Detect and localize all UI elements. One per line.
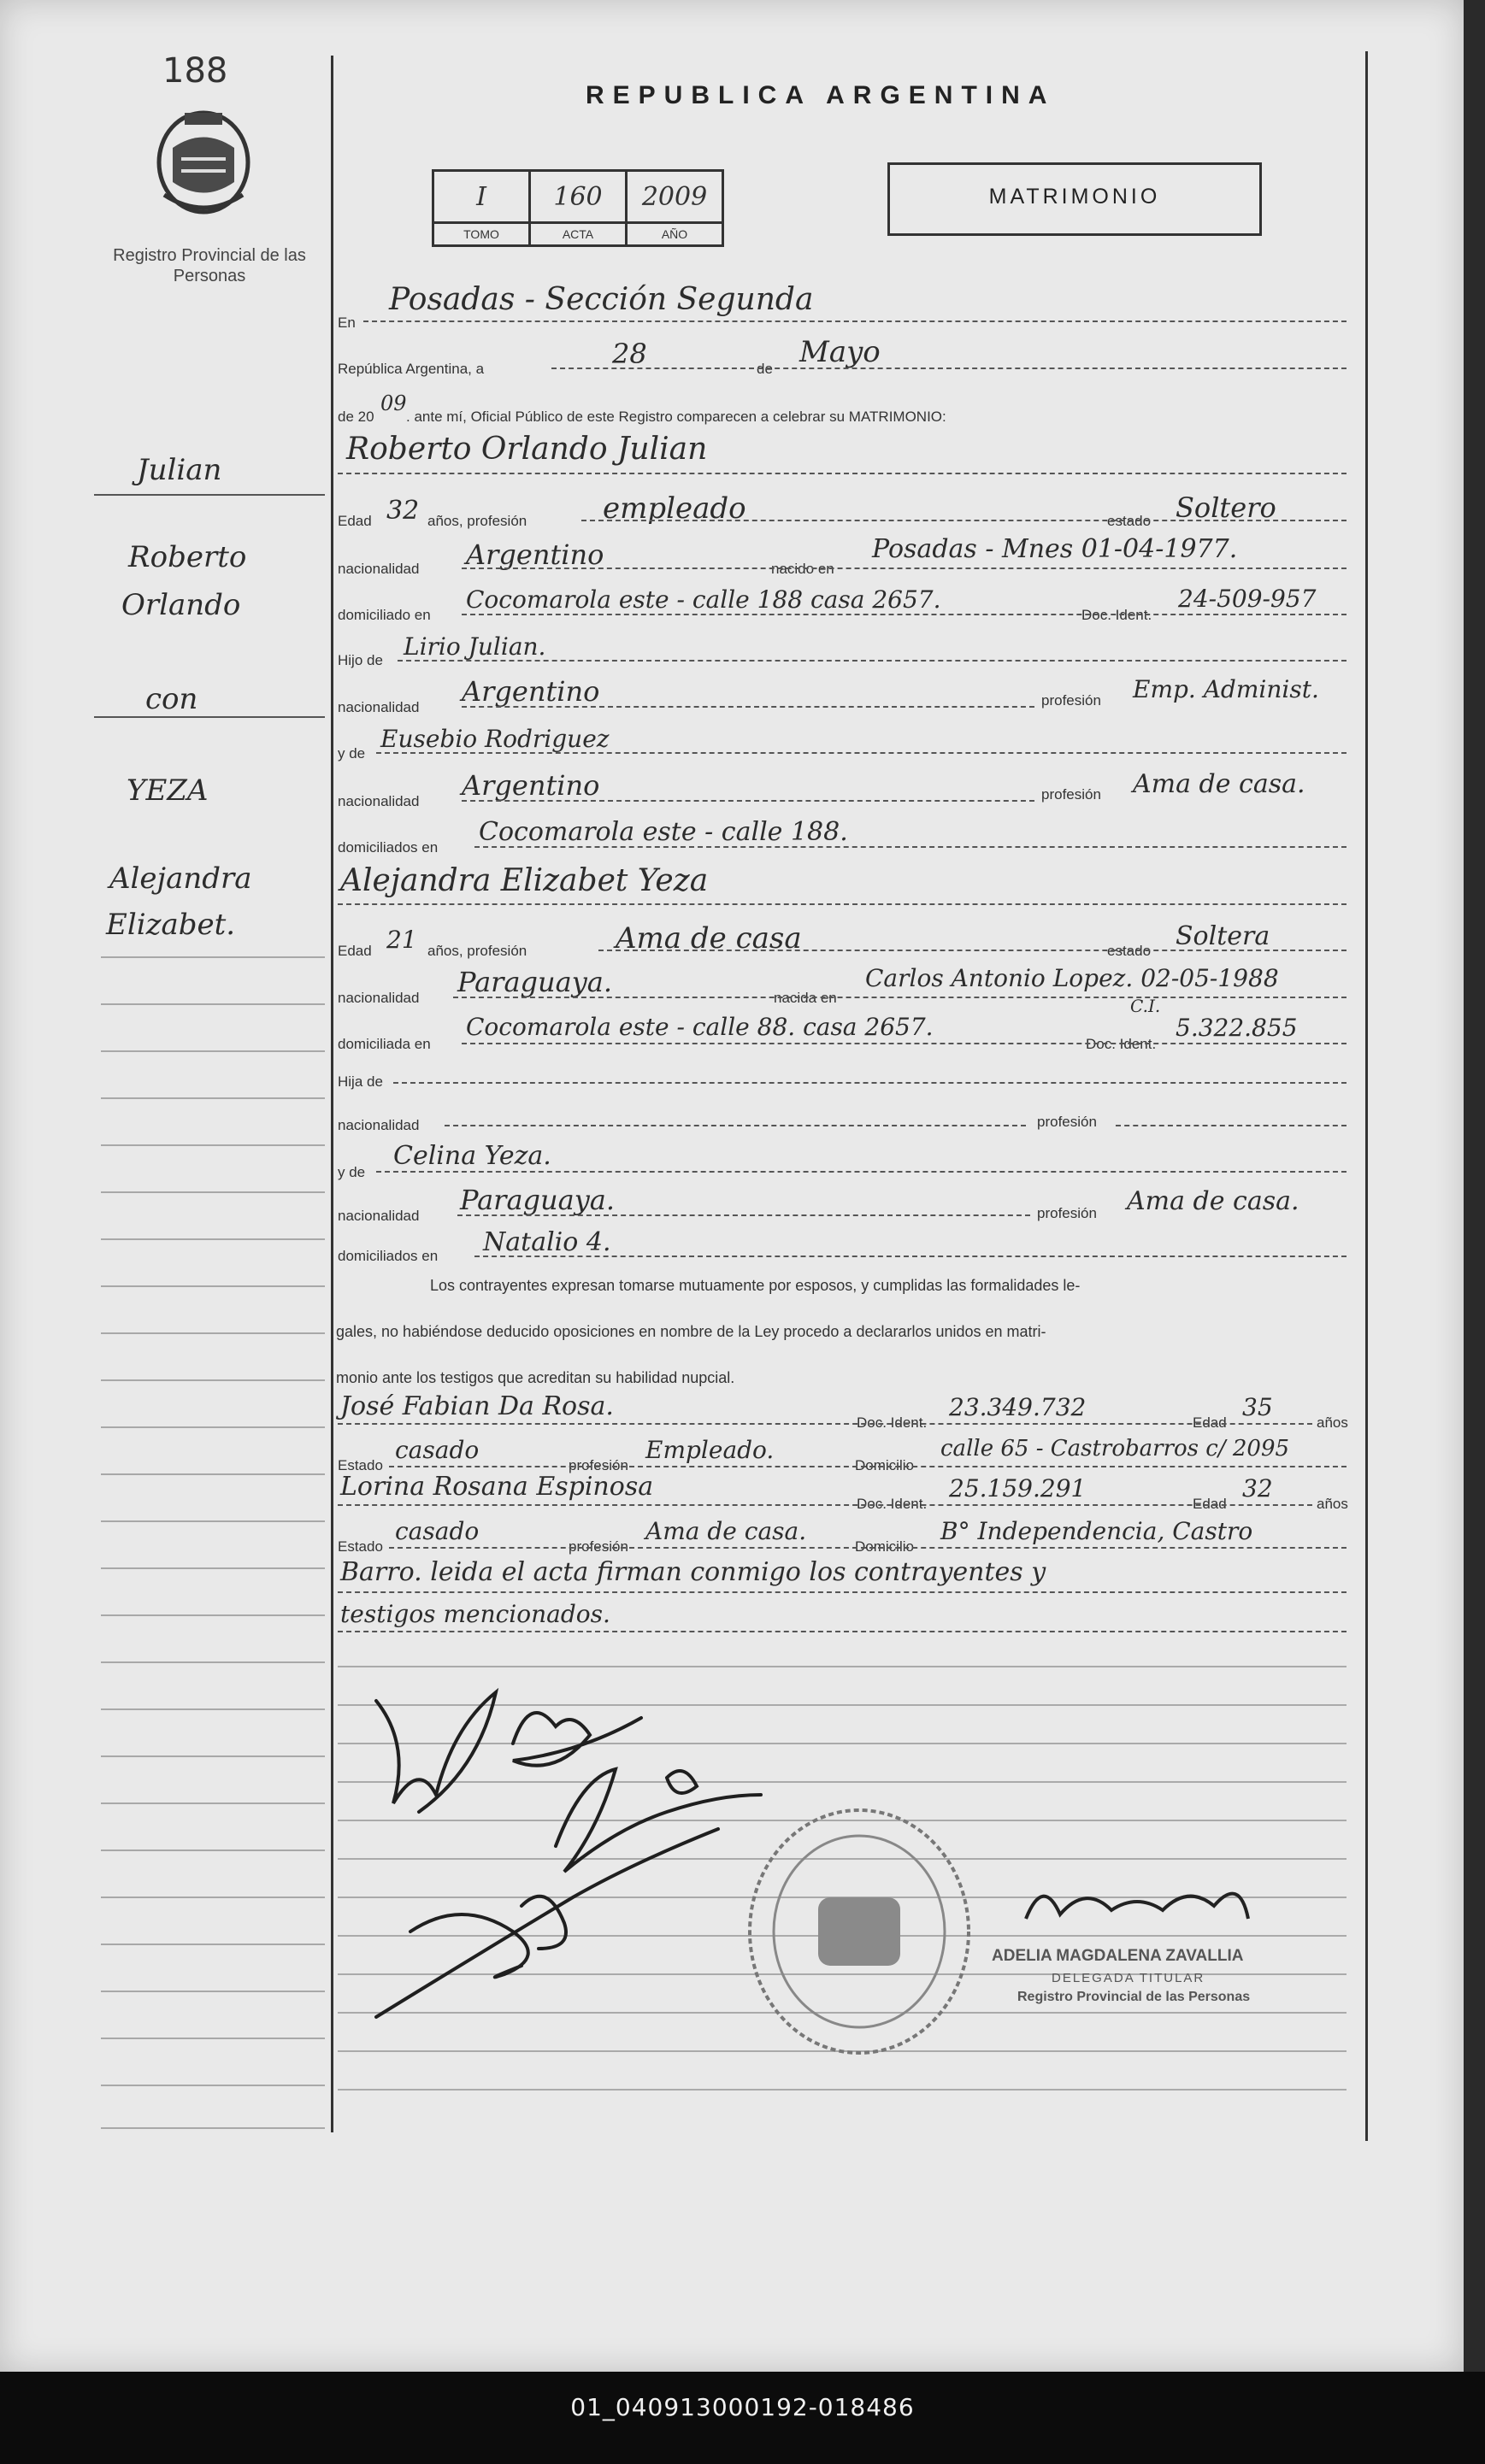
groom-anos-profesion-label: años, profesión xyxy=(427,513,527,529)
groom-name-line xyxy=(338,473,1347,474)
bride-estado: Soltera xyxy=(1176,921,1270,951)
registry-numbers-table xyxy=(432,169,724,247)
body-line-1: Los contrayentes expresan tomarse mutuamente por esposos, y cumplidas las formalidades le- xyxy=(430,1277,1081,1294)
hijo-label: Hijo de xyxy=(338,652,383,668)
witness2-address: B° Independencia, Castro xyxy=(940,1517,1253,1545)
en-label: En xyxy=(338,315,356,331)
groom-estado: Soltero xyxy=(1176,491,1276,524)
bride-mother-nacionalidad-label: nacionalidad xyxy=(338,1208,420,1224)
bride-profession: Ama de casa xyxy=(616,921,802,956)
month-value: Mayo xyxy=(799,335,881,369)
witness2-age: 32 xyxy=(1242,1474,1273,1503)
bride-mother-profesion-label: profesión xyxy=(1037,1205,1097,1221)
tomo-value: I xyxy=(433,171,530,223)
page-number: 188 xyxy=(162,51,228,91)
witness1-line xyxy=(338,1423,1312,1425)
witness1-profesion-label: profesión xyxy=(569,1457,628,1473)
closing-line-2-rule xyxy=(338,1631,1347,1632)
bride-doc: 5.322.855 xyxy=(1176,1014,1298,1042)
bride-domiciliada-label: domiciliada en xyxy=(338,1036,431,1052)
official-signature-icon xyxy=(1017,1867,1265,1944)
hija-line xyxy=(393,1082,1347,1084)
republica-label: República Argentina, a xyxy=(338,361,485,377)
hija-label: Hija de xyxy=(338,1073,383,1090)
witness2-line xyxy=(338,1504,1312,1506)
bride-mother-name: Celina Yeza. xyxy=(393,1141,551,1171)
bride-age: 21 xyxy=(386,926,417,954)
groom-dom-line xyxy=(462,614,1347,615)
margin-ruled-lines xyxy=(101,940,325,2137)
record-type-label: MATRIMONIO xyxy=(988,185,1161,209)
bride-edad-line xyxy=(598,950,1347,951)
acta-label: ACTA xyxy=(530,223,627,246)
witness2-line-2 xyxy=(389,1547,1347,1549)
witness2-profession: Ama de casa. xyxy=(645,1517,807,1545)
bride-parents-address: Natalio 4. xyxy=(483,1227,611,1257)
groom-doc: 24-509-957 xyxy=(1178,585,1317,613)
groom-age: 32 xyxy=(386,496,420,526)
bride-mother-nac-line xyxy=(457,1214,1030,1216)
witness1-estado-label: Estado xyxy=(338,1457,383,1473)
bride-doc-label: Doc. Ident. xyxy=(1086,1036,1157,1052)
groom-father-profession: Emp. Administ. xyxy=(1133,675,1319,703)
bride-father-nac-line xyxy=(445,1125,1026,1126)
margin-column-rule xyxy=(331,56,333,2132)
bride-nacida-label: nacida en xyxy=(774,990,837,1006)
groom-father-nacionalidad-label: nacionalidad xyxy=(338,699,420,715)
witness2-anos-label: años xyxy=(1317,1496,1348,1512)
witness2-doc: 25.159.291 xyxy=(949,1474,1087,1503)
bride-father-prof-line xyxy=(1116,1125,1347,1126)
margin-con: con xyxy=(145,682,198,716)
official-name: ADELIA MAGDALENA ZAVALLIA xyxy=(992,1947,1244,1965)
body-line-3: monio ante los testigos que acreditan su habilidad nupcial. xyxy=(336,1369,735,1386)
bride-nac-line xyxy=(453,997,1347,998)
margin-groom-first-name: Roberto xyxy=(128,540,247,574)
bride-ci-note: C.I. xyxy=(1130,996,1161,1016)
witness1-line-2 xyxy=(389,1466,1347,1467)
tomo-label: TOMO xyxy=(433,223,530,246)
groom-parents-address: Cocomarola este - calle 188. xyxy=(479,817,848,847)
bride-mother-profession: Ama de casa. xyxy=(1127,1186,1299,1216)
closing-line-2: testigos mencionados. xyxy=(340,1600,610,1628)
witness1-name: José Fabian Da Rosa. xyxy=(340,1391,614,1421)
groom-estado-label: estado xyxy=(1107,513,1152,529)
official-seal-icon xyxy=(740,1799,979,2064)
bride-parents-dom-line xyxy=(474,1256,1347,1257)
witness2-estado: casado xyxy=(395,1517,480,1545)
groom-mother-name: Eusebio Rodriguez xyxy=(380,725,610,753)
bride-dom-line xyxy=(462,1043,1347,1044)
witness2-domicilio-label: Domicilio xyxy=(855,1538,914,1555)
closing-line-1: Barro. leida el acta firman conmigo los contrayentes y xyxy=(340,1557,1046,1587)
place-line xyxy=(363,320,1347,322)
bride-mother-nationality: Paraguaya. xyxy=(460,1184,616,1216)
groom-parents-domiciliados-label: domiciliados en xyxy=(338,839,439,856)
witness1-edad-label: Edad xyxy=(1193,1414,1227,1431)
groom-domiciliado-label: domiciliado en xyxy=(338,607,431,623)
right-border-rule xyxy=(1365,51,1368,2141)
groom-full-name: Roberto Orlando Julian xyxy=(346,432,708,467)
groom-parents-dom-line xyxy=(474,846,1347,848)
bride-birth: Carlos Antonio Lopez. 02-05-1988 xyxy=(865,964,1279,992)
groom-father-line xyxy=(462,706,1034,708)
margin-groom-second-name: Orlando xyxy=(121,588,241,622)
bride-father-nacionalidad-label: nacionalidad xyxy=(338,1117,420,1133)
bride-father-profesion-label: profesión xyxy=(1037,1114,1097,1130)
bride-address: Cocomarola este - calle 88. casa 2657. xyxy=(466,1013,934,1041)
groom-nationality: Argentino xyxy=(466,538,604,571)
groom-mother-profession: Ama de casa. xyxy=(1133,769,1305,799)
bride-full-name: Alejandra Elizabet Yeza xyxy=(340,863,709,898)
bride-mother-line xyxy=(376,1171,1347,1173)
country-heading: REPUBLICA ARGENTINA xyxy=(586,81,1056,109)
intro-sentence: . ante mí, Oficial Público de este Registro comparecen a celebrar su MATRIMONIO: xyxy=(406,409,946,425)
witness1-profession: Empleado. xyxy=(645,1436,775,1464)
witness2-edad-label: Edad xyxy=(1193,1496,1227,1512)
acta-value: 160 xyxy=(530,171,627,223)
de-label: de xyxy=(757,361,773,377)
page-edge xyxy=(1464,0,1485,2372)
groom-edad-label: Edad xyxy=(338,513,372,529)
margin-divider xyxy=(94,716,325,718)
groom-mother-line xyxy=(376,752,1347,754)
margin-divider xyxy=(94,494,325,496)
witness2-name: Lorina Rosana Espinosa xyxy=(340,1472,654,1502)
groom-mother-profesion-label: profesión xyxy=(1041,786,1101,803)
groom-nac-line xyxy=(462,567,1347,569)
groom-mother-nacionalidad-label: nacionalidad xyxy=(338,793,420,809)
bride-edad-label: Edad xyxy=(338,943,372,959)
official-office: Registro Provincial de las Personas xyxy=(1017,1990,1251,2004)
scan-id-label: 01_040913000192-018486 xyxy=(570,2393,915,2421)
groom-father-name: Lirio Julian. xyxy=(404,632,546,661)
margin-bride-first-name: Alejandra xyxy=(109,862,252,896)
provincial-seal-icon xyxy=(147,101,260,229)
witness1-address: calle 65 - Castrobarros c/ 2095 xyxy=(940,1436,1290,1461)
witness1-age: 35 xyxy=(1242,1393,1273,1421)
bride-nationality: Paraguaya. xyxy=(457,966,613,998)
groom-edad-line xyxy=(581,520,1347,521)
witness2-estado-label: Estado xyxy=(338,1538,383,1555)
anio-label: AÑO xyxy=(627,223,723,246)
groom-address: Cocomarola este - calle 188 casa 2657. xyxy=(466,585,941,614)
anio-value: 2009 xyxy=(627,171,723,223)
margin-bride-surname: YEZA xyxy=(127,773,209,808)
bride-estado-label: estado xyxy=(1107,943,1152,959)
bride-parents-domiciliados-label: domiciliados en xyxy=(338,1248,439,1264)
groom-father-nationality: Argentino xyxy=(462,675,600,708)
groom-doc-label: Doc. Ident. xyxy=(1081,607,1152,623)
margin-groom-surname: Julian xyxy=(137,453,222,487)
day-value: 28 xyxy=(612,338,647,370)
groom-nacido-label: nacido en xyxy=(771,561,834,577)
year-suffix: 09 xyxy=(380,391,407,415)
groom-profession: empleado xyxy=(603,491,746,526)
groom-father-profesion-label: profesión xyxy=(1041,692,1101,709)
witness1-anos-label: años xyxy=(1317,1414,1348,1431)
groom-mother-yde-label: y de xyxy=(338,745,366,762)
bride-name-line xyxy=(338,903,1347,905)
signatures-icon xyxy=(359,1675,804,2034)
closing-line-1-rule xyxy=(338,1591,1347,1593)
witness1-doc-label: Doc. Ident. xyxy=(857,1414,928,1431)
body-line-2: gales, no habiéndose deducido oposiciones en nombre de la Ley procedo a declararlos unidos en matri- xyxy=(336,1323,1046,1340)
year-prefix: de 20 xyxy=(338,409,374,425)
groom-birth: Posadas - Mnes 01-04-1977. xyxy=(872,534,1238,564)
groom-nacionalidad-label: nacionalidad xyxy=(338,561,420,577)
bride-anos-profesion-label: años, profesión xyxy=(427,943,527,959)
margin-bride-second-name: Elizabet. xyxy=(106,908,236,942)
witness1-estado: casado xyxy=(395,1436,480,1464)
witness1-doc: 23.349.732 xyxy=(949,1393,1087,1421)
registry-office-label: Registro Provincial de las Personas xyxy=(113,246,306,285)
bride-nacionalidad-label: nacionalidad xyxy=(338,990,420,1006)
witness1-domicilio-label: Domicilio xyxy=(855,1457,914,1473)
official-title: DELEGADA TITULAR xyxy=(1052,1971,1205,1985)
hijo-line xyxy=(398,660,1347,662)
witness2-profesion-label: profesión xyxy=(569,1538,628,1555)
place-value: Posadas - Sección Segunda xyxy=(389,282,814,317)
witness2-doc-label: Doc. Ident. xyxy=(857,1496,928,1512)
date-line xyxy=(551,368,1347,369)
bride-mother-yde-label: y de xyxy=(338,1164,366,1180)
groom-mother-nationality: Argentino xyxy=(462,769,600,802)
groom-mother-nac-line xyxy=(462,800,1034,802)
